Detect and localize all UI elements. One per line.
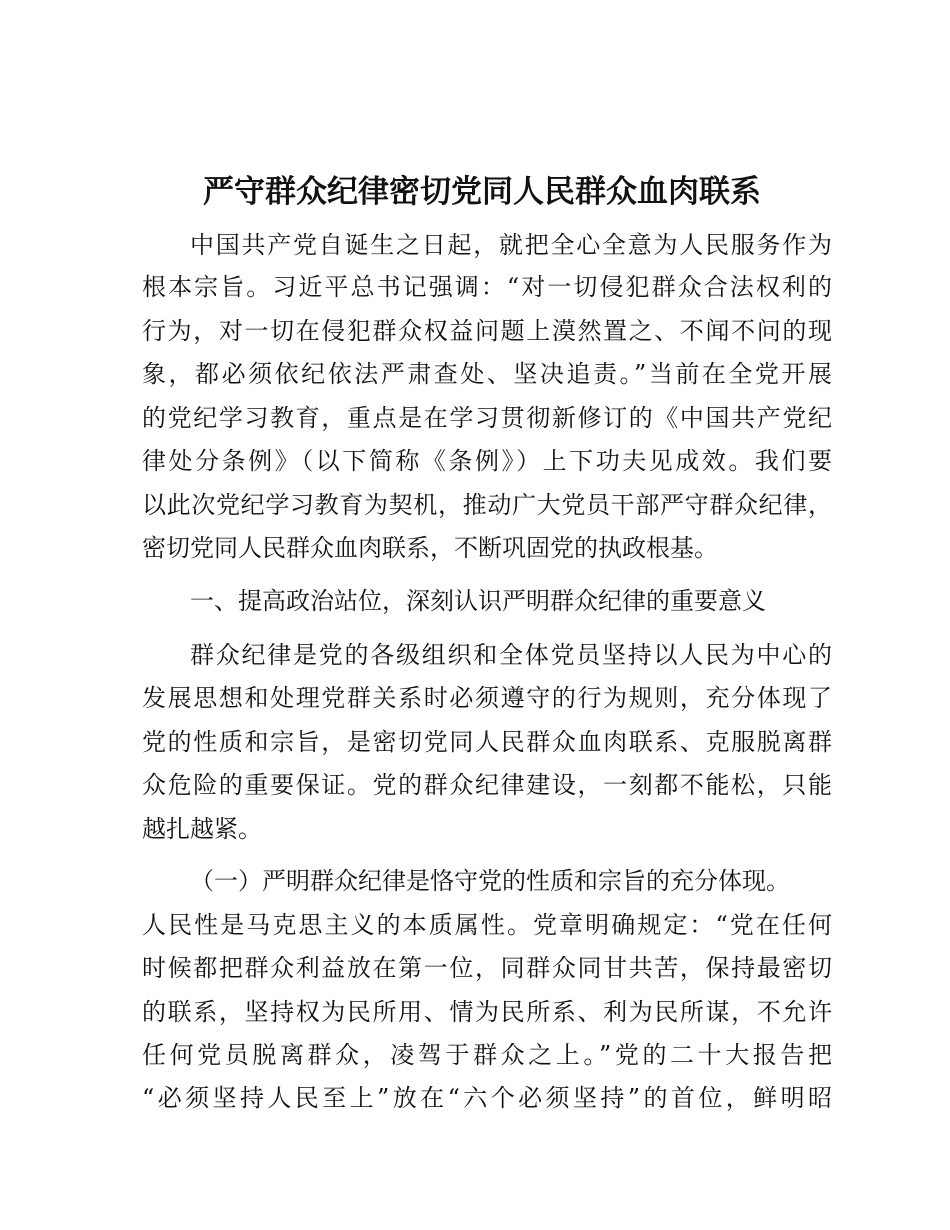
- paragraph-3-line-6: “必须坚持人民至上”放在“六个必须坚持”的首位，鲜明昭: [142, 1084, 832, 1112]
- paragraph-3-line-2: 人民性是马克思主义的本质属性。党章明确规定：“党在任何: [142, 911, 832, 939]
- paragraph-1-line-3: 行为，对一切在侵犯群众权益问题上漠然置之、不闻不问的现: [142, 317, 832, 345]
- paragraph-3-line-3: 时候都把群众利益放在第一位，同群众同甘共苦，保持最密切: [142, 954, 832, 982]
- paragraph-2-line-1: 群众纪律是党的各级组织和全体党员坚持以人民为中心的: [190, 641, 832, 669]
- paragraph-1-line-4: 象，都必须依纪依法严肃查处、坚决追责。”当前在全党开展: [142, 360, 832, 388]
- paragraph-1-line-2: 根本宗旨。习近平总书记强调：“对一切侵犯群众合法权利的: [142, 273, 832, 301]
- paragraph-1-line-7: 以此次党纪学习教育为契机，推动广大党员干部严守群众纪律，: [142, 491, 832, 519]
- document-title: 严守群众纪律密切党同人民群众血肉联系: [203, 174, 761, 210]
- paragraph-3-line-4: 的联系，坚持权为民所用、情为民所系、利为民所谋，不允许: [142, 998, 832, 1026]
- paragraph-3-line-1: （一）严明群众纪律是恪守党的性质和宗旨的充分体现。: [190, 867, 790, 895]
- paragraph-2-line-5: 越扎越紧。: [142, 815, 262, 843]
- paragraph-3-line-5: 任何党员脱离群众，凌驾于群众之上。”党的二十大报告把: [142, 1041, 832, 1069]
- paragraph-2-line-4: 众危险的重要保证。党的群众纪律建设，一刻都不能松，只能: [142, 771, 832, 799]
- section-heading-1: 一、提高政治站位，深刻认识严明群众纪律的重要意义: [190, 587, 766, 615]
- paragraph-1-line-1: 中国共产党自诞生之日起，就把全心全意为人民服务作为: [190, 231, 832, 259]
- paragraph-1-line-8: 密切党同人民群众血肉联系，不断巩固党的执政根基。: [142, 534, 718, 562]
- paragraph-2-line-2: 发展思想和处理党群关系时必须遵守的行为规则，充分体现了: [142, 684, 832, 712]
- paragraph-1-line-6: 律处分条例》（以下简称《条例》）上下功夫见成效。我们要: [142, 447, 832, 475]
- paragraph-1-line-5: 的党纪学习教育，重点是在学习贯彻新修订的《中国共产党纪: [142, 404, 832, 432]
- paragraph-2-line-3: 党的性质和宗旨，是密切党同人民群众血肉联系、克服脱离群: [142, 728, 832, 756]
